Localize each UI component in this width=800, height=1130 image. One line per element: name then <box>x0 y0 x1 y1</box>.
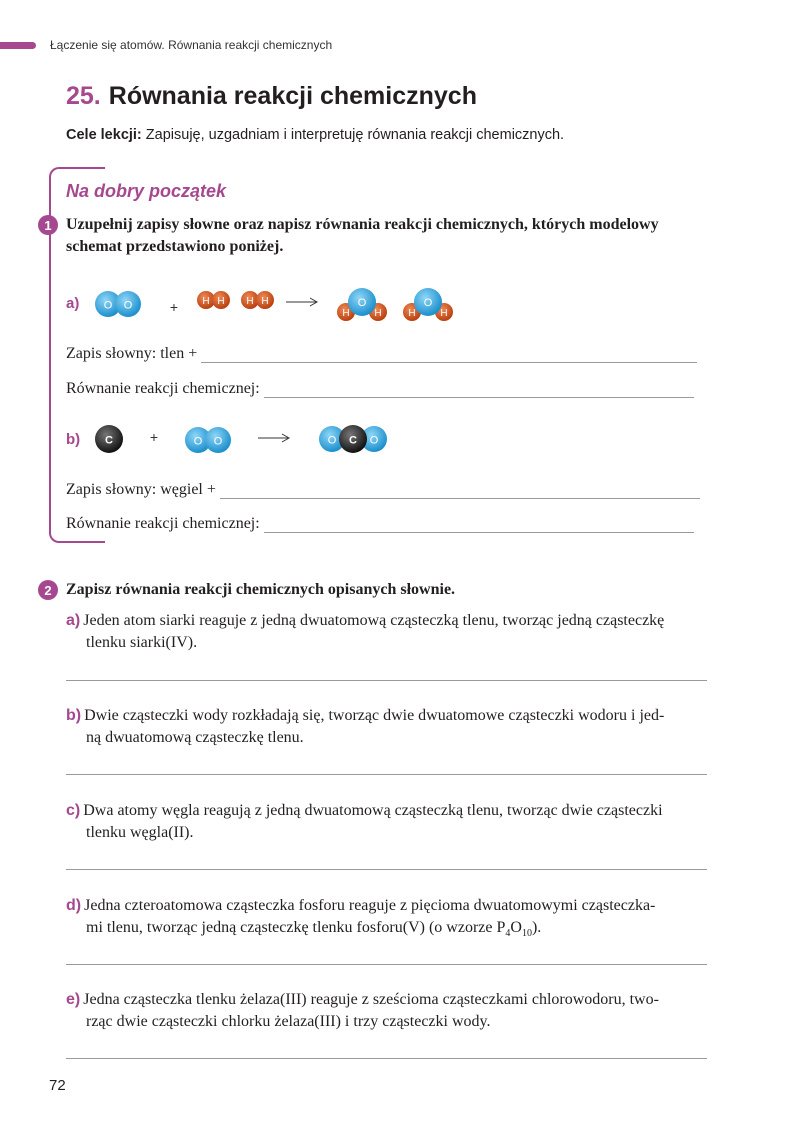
task-2d-line2-text: mi tlenu, tworząc jedną cząsteczkę tlenku fosforu(V) (o wzorze P <box>86 919 506 936</box>
reaction-arrow <box>258 434 289 442</box>
subscript: 10 <box>521 928 532 940</box>
water-molecule <box>337 288 387 321</box>
svg-text:H: H <box>261 296 269 307</box>
task-1b-equation-line[interactable] <box>264 519 694 533</box>
goals-text: Zapisuję, uzgadniam i interpretuję równania reakcji chemicznych. <box>141 127 565 143</box>
reaction-b-diagram <box>90 418 390 462</box>
task-2d-line2-end: ). <box>531 919 542 936</box>
lesson-title: Równania reakcji chemicznych <box>108 82 477 110</box>
task-2-instruction: Zapisz równania reakcji chemicznych opisanych słownie. <box>66 581 456 598</box>
task-1a-equation-row <box>66 380 694 398</box>
svg-text:O: O <box>327 434 337 447</box>
task-2e-line1: Jedna cząsteczka tlenku żelaza(III) reaguje z sześcioma cząsteczkami chlorowodoru, two- <box>83 991 659 1008</box>
task-2b-line2: ną dwuatomową cząsteczkę tlenu. <box>86 729 304 746</box>
task-2e-answer-line[interactable] <box>66 1058 707 1059</box>
task-2b-item <box>66 705 708 749</box>
task-1a-equation-line[interactable] <box>264 384 694 398</box>
task-1a-verbal-row <box>66 345 697 363</box>
task-2c-line1: Dwa atomy węgla reagują z jedną dwuatomową cząsteczką tlenu, tworząc dwie cząsteczki <box>83 802 663 819</box>
page-number: 72 <box>49 1077 66 1094</box>
task-2d-line1: Jedna czteroatomowa cząsteczka fosforu reaguje z pięcioma dwuatomowymi cząsteczka- <box>84 897 656 914</box>
svg-text:H: H <box>202 296 210 307</box>
svg-text:H: H <box>217 296 225 307</box>
task-1b-equation-row <box>66 515 694 533</box>
svg-text:C: C <box>349 434 357 447</box>
task-1-instruction: Uzupełnij zapisy słowne oraz napisz równania reakcji chemicznych, których modelowy schemat przedstawiono poniżej. <box>66 216 659 255</box>
svg-text:O: O <box>423 297 433 309</box>
chapter-header: Łączenie się atomów. Równania reakcji chemicznych <box>50 38 333 52</box>
task-2e-item <box>66 989 708 1033</box>
carbon-atom <box>95 425 123 453</box>
task-2a-line1: Jeden atom siarki reaguje z jedną dwuatomową cząsteczką tlenu, tworząc jedną cząsteczkę <box>83 612 665 629</box>
task-2c-item <box>66 800 708 844</box>
svg-text:O: O <box>213 435 223 448</box>
goals-label: Cele lekcji: <box>66 127 142 143</box>
task-1b-verbal-label: Zapis słowny: węgiel + <box>66 481 216 498</box>
oxygen-molecule <box>95 291 141 317</box>
svg-text:O: O <box>357 297 367 309</box>
task-2-badge: 2 <box>38 580 58 600</box>
plus-sign: + <box>169 299 179 315</box>
page-title <box>66 82 477 111</box>
task-2c-label: c) <box>66 802 81 819</box>
header-accent-bar <box>0 42 36 49</box>
task-1-badge: 1 <box>38 215 58 235</box>
svg-text:H: H <box>246 296 254 307</box>
subscript: 4 <box>505 928 511 940</box>
task-2b-answer-line[interactable] <box>66 774 707 775</box>
section-title: Na dobry początek <box>66 181 227 201</box>
task-2d-line2 <box>66 917 708 945</box>
task-1a-verbal-label: Zapis słowny: tlen + <box>66 345 198 362</box>
task-2a-item <box>66 610 708 654</box>
task-2d-answer-line[interactable] <box>66 964 707 965</box>
reaction-a-diagram <box>90 282 470 328</box>
svg-text:H: H <box>342 308 350 319</box>
lesson-number: 25. <box>66 82 101 110</box>
task-1b-label: b) <box>66 431 81 448</box>
hydrogen-molecule <box>197 291 230 309</box>
task-2a-label: a) <box>66 612 81 629</box>
task-2c-line2: tlenku węgla(II). <box>86 824 194 841</box>
task-2a-answer-line[interactable] <box>66 680 707 681</box>
task-2d-item <box>66 895 708 945</box>
task-2b-label: b) <box>66 707 82 724</box>
task-2e-label: e) <box>66 991 81 1008</box>
reaction-arrow <box>286 298 317 306</box>
task-2d-label: d) <box>66 897 82 914</box>
task-2e-line2: rząc dwie cząsteczki chlorku żelaza(III) i trzy cząsteczki wody. <box>86 1013 491 1030</box>
task-1a-verbal-line[interactable] <box>201 349 697 363</box>
task-1b-equation-label: Równanie reakcji chemicznej: <box>66 515 260 532</box>
svg-text:H: H <box>374 308 382 319</box>
svg-text:O: O <box>369 434 379 447</box>
svg-text:H: H <box>408 308 416 319</box>
carbon-dioxide-molecule <box>319 425 387 453</box>
task-2a-line2: tlenku siarki(IV). <box>86 634 198 651</box>
formula-oxygen: O <box>510 919 522 936</box>
svg-text:H: H <box>440 308 448 319</box>
task-1b-verbal-row <box>66 481 700 499</box>
svg-text:O: O <box>123 299 133 312</box>
task-2b-line1: Dwie cząsteczki wody rozkładają się, tworząc dwie dwuatomowe cząsteczki wodoru i jed- <box>84 707 665 724</box>
task-1b-verbal-line[interactable] <box>220 485 700 499</box>
task-1a-equation-label: Równanie reakcji chemicznej: <box>66 380 260 397</box>
task-2c-answer-line[interactable] <box>66 869 707 870</box>
water-molecule <box>403 288 453 321</box>
lesson-goals <box>66 127 564 143</box>
hydrogen-molecule <box>241 291 274 309</box>
oxygen-molecule <box>185 427 231 453</box>
svg-text:C: C <box>105 434 113 447</box>
task-1a-label: a) <box>66 295 80 312</box>
plus-sign: + <box>149 429 159 445</box>
svg-text:O: O <box>193 435 203 448</box>
svg-text:O: O <box>103 299 113 312</box>
